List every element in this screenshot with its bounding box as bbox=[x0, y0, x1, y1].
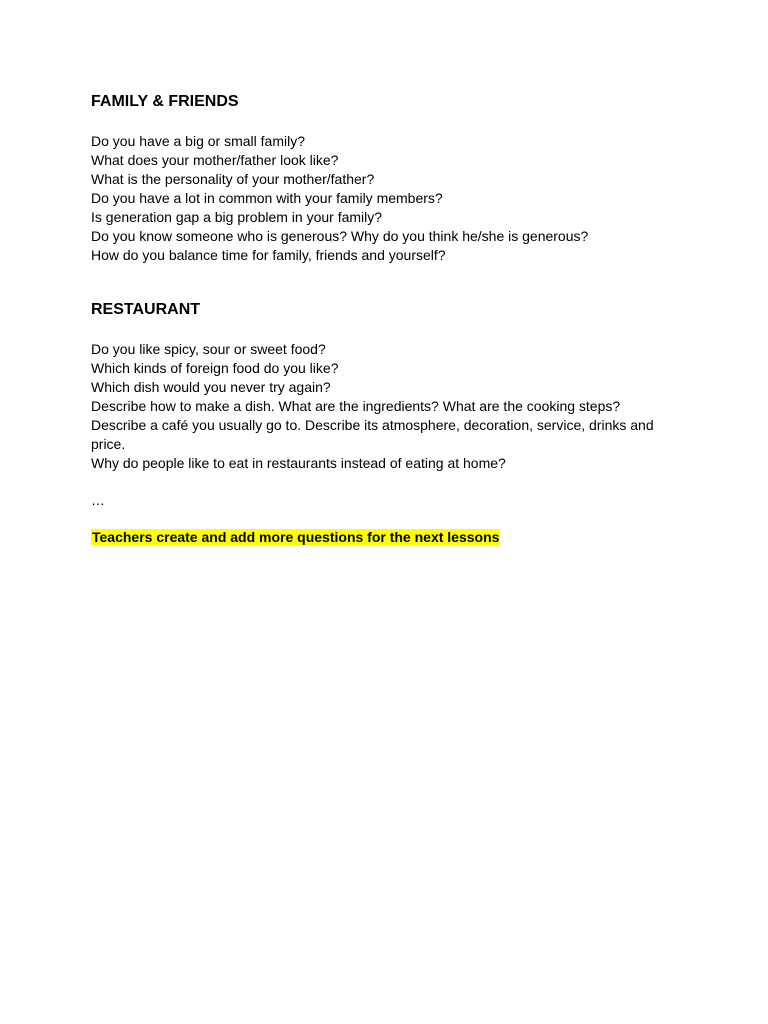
question-item: What does your mother/father look like? bbox=[91, 152, 339, 168]
question-item: Do you know someone who is generous? Why do you think he/she is generous? bbox=[91, 228, 589, 244]
question-item: Why do people like to eat in restaurants instead of eating at home? bbox=[91, 455, 506, 471]
question-item: Describe a café you usually go to. Describe its atmosphere, decoration, service, drinks and price. bbox=[91, 417, 654, 452]
question-list-restaurant bbox=[91, 340, 671, 473]
ellipsis-text: … bbox=[91, 492, 105, 508]
section-family-friends bbox=[91, 92, 671, 265]
section-title-family-friends: FAMILY & FRIENDS bbox=[91, 93, 239, 110]
question-list-family-friends bbox=[91, 132, 671, 265]
section-restaurant bbox=[91, 300, 671, 473]
teacher-note bbox=[91, 528, 671, 547]
question-item: Do you have a lot in common with your family members? bbox=[91, 190, 443, 206]
question-item: Do you have a big or small family? bbox=[91, 133, 305, 149]
question-item: Which dish would you never try again? bbox=[91, 379, 331, 395]
question-item: Describe how to make a dish. What are the ingredients? What are the cooking steps? bbox=[91, 398, 621, 414]
question-item: What is the personality of your mother/father? bbox=[91, 171, 375, 187]
highlighted-note-text: Teachers create and add more questions for the next lessons bbox=[92, 529, 500, 545]
question-item: Is generation gap a big problem in your family? bbox=[91, 209, 383, 225]
document-content bbox=[91, 92, 671, 547]
question-item: Do you like spicy, sour or sweet food? bbox=[91, 341, 326, 357]
question-item: How do you balance time for family, friends and yourself? bbox=[91, 247, 446, 263]
section-title-restaurant: RESTAURANT bbox=[91, 301, 201, 318]
question-item: Which kinds of foreign food do you like? bbox=[91, 360, 339, 376]
